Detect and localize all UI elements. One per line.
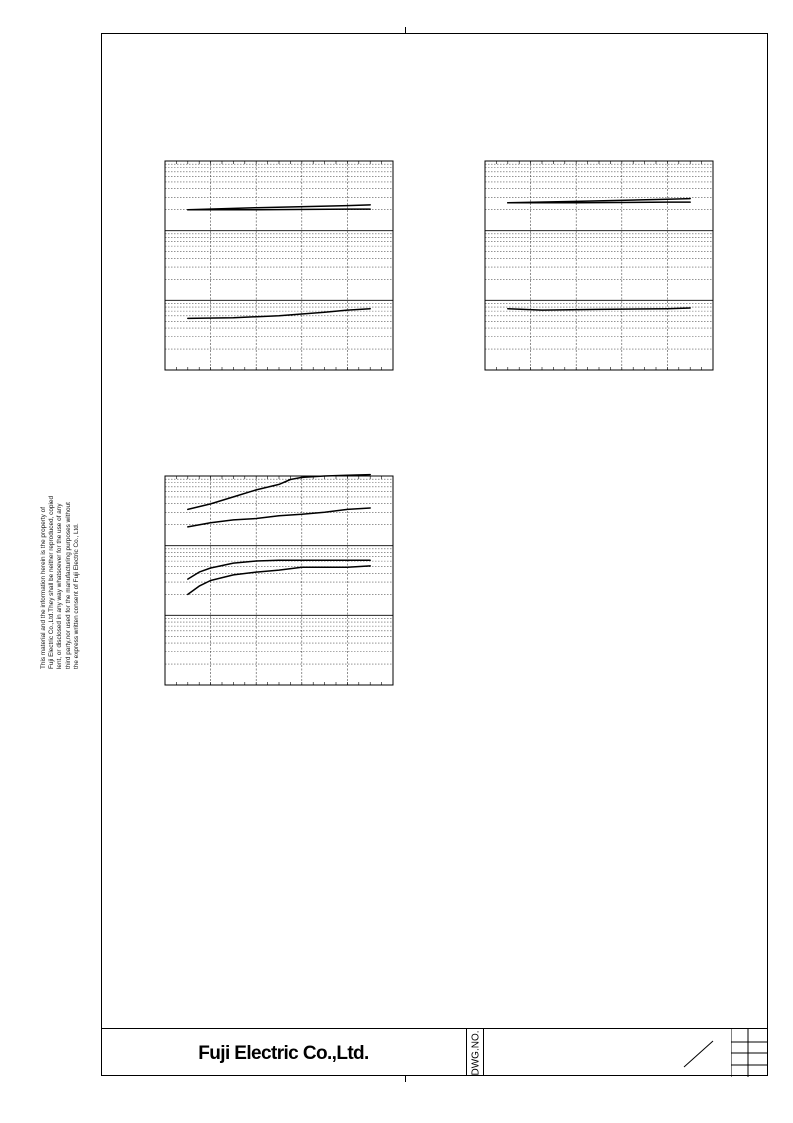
notice-line: lent, or disclosed in any way whatsoever for the use of any — [56, 503, 64, 669]
divider — [483, 1029, 484, 1076]
slash-mark — [681, 1039, 717, 1069]
chart-top-right — [485, 161, 713, 370]
notice-line: Fuji Electric Co.,Ltd.They shall be neither reproduced, copied — [48, 496, 56, 669]
notice-line: This material and the information herein is the property of — [40, 507, 47, 669]
dwg-no-label: DWG.NO. — [470, 1030, 481, 1076]
series-line — [188, 475, 370, 510]
series-line — [508, 308, 690, 310]
notice-line: the express written consent of Fuji Electric Co., Ltd. — [72, 523, 80, 669]
title-block — [101, 1028, 768, 1076]
center-mark-top — [405, 27, 406, 33]
center-mark-bottom — [405, 1076, 406, 1082]
plot-frame — [165, 161, 393, 370]
notice-line: third party,nor used for the manufacturing purposes without — [64, 502, 72, 669]
chart-bottom-left — [165, 476, 393, 685]
company-name: Fuji Electric Co.,Ltd. — [198, 1043, 369, 1064]
series-line — [188, 566, 370, 595]
series-line — [188, 309, 370, 319]
revision-cells — [731, 1029, 768, 1077]
series-line — [188, 508, 370, 527]
plot-frame — [485, 161, 713, 370]
chart-top-left — [165, 161, 393, 370]
divider — [466, 1029, 467, 1076]
series-line — [188, 209, 370, 210]
confidentiality-notice — [40, 434, 81, 669]
series-line — [508, 202, 690, 203]
